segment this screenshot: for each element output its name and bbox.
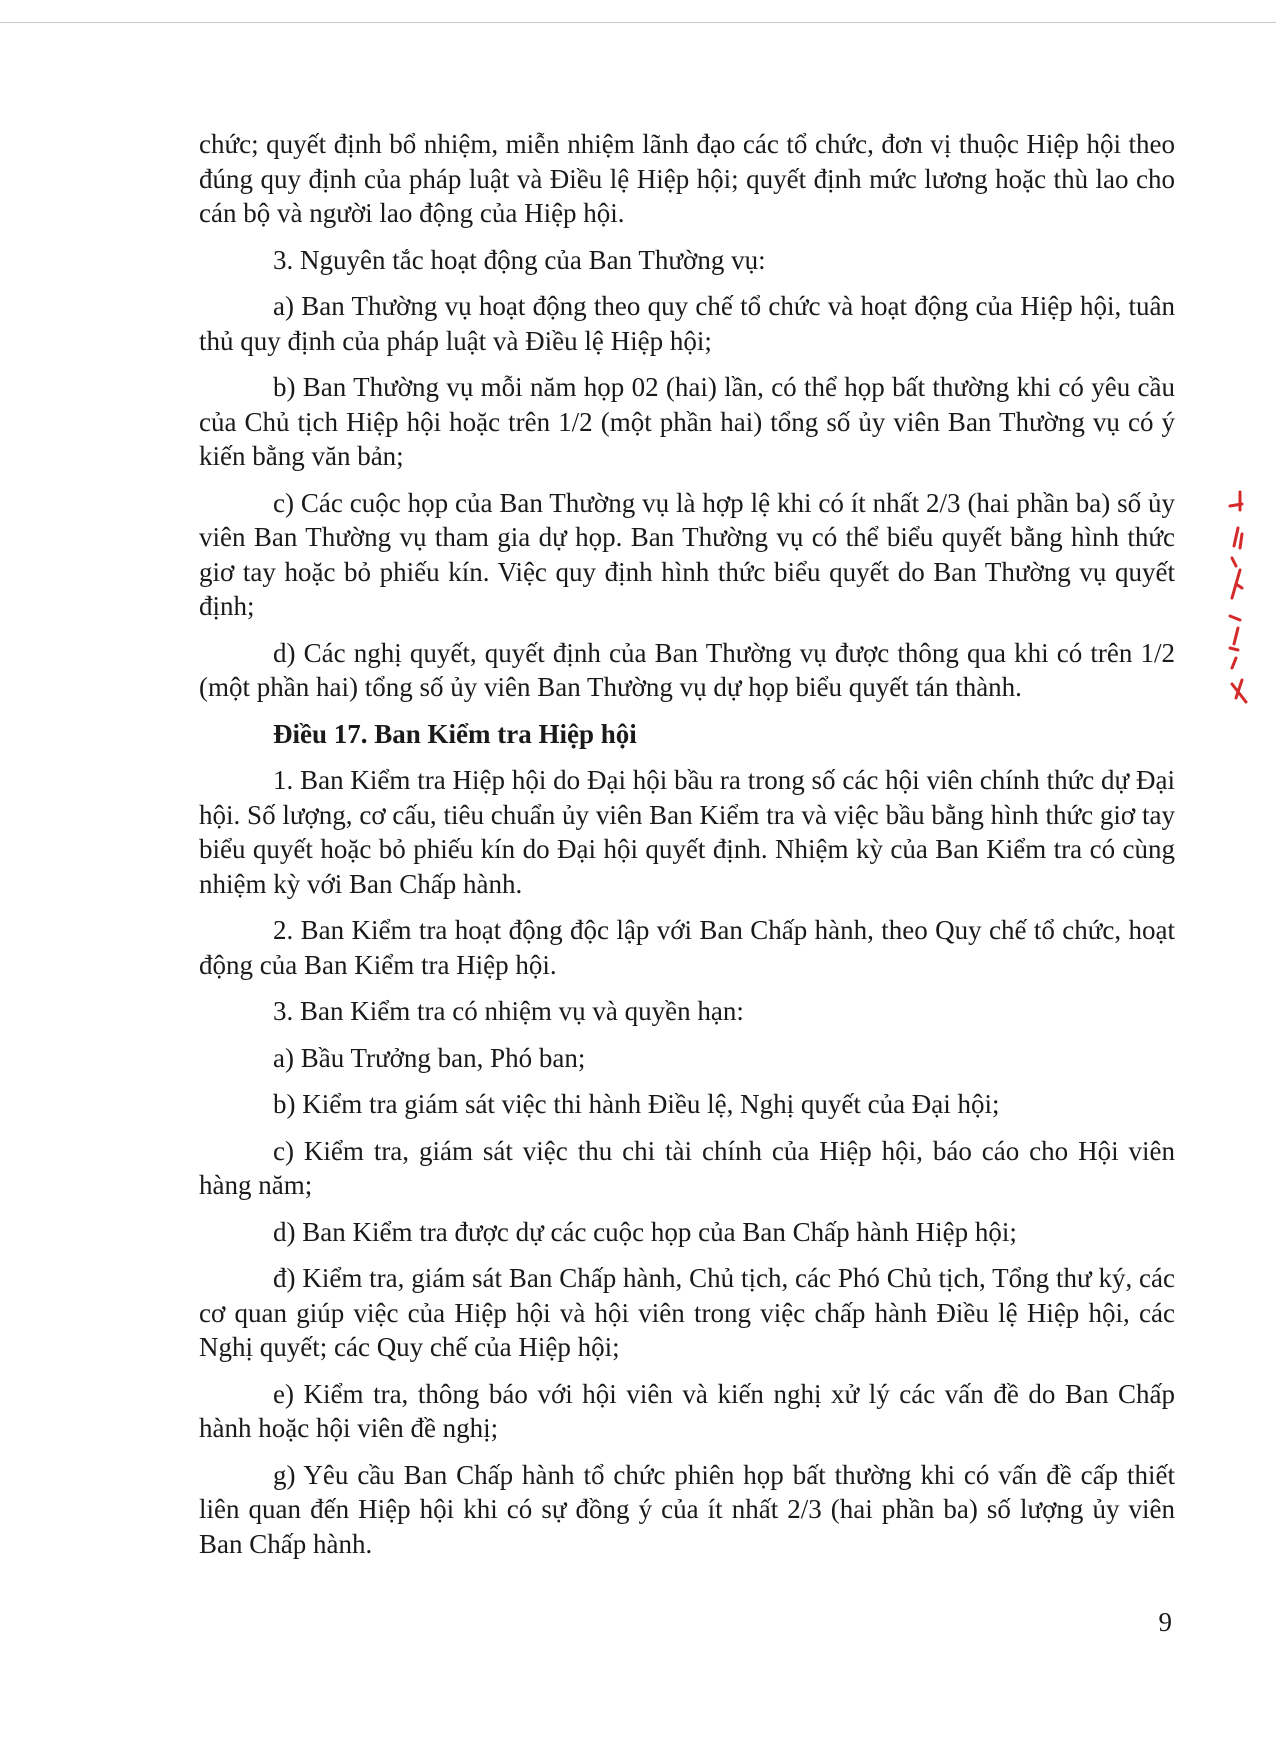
article-17-clause-3a: a) Bầu Trưởng ban, Phó ban; bbox=[273, 1042, 586, 1073]
page-number: 9 bbox=[1158, 1607, 1172, 1637]
clause-3-heading: 3. Nguyên tắc hoạt động của Ban Thường vụ: bbox=[273, 244, 766, 275]
article-17-clause-3c: c) Kiểm tra, giám sát việc thu chi tài chính của Hiệp hội, báo cáo cho Hội viên hàng năm; bbox=[199, 1135, 1175, 1200]
article-17-clause-3d: d) Ban Kiểm tra được dự các cuộc họp của Ban Chấp hành Hiệp hội; bbox=[273, 1216, 1017, 1247]
article-17-clause-3: 3. Ban Kiểm tra có nhiệm vụ và quyền hạn: bbox=[273, 996, 744, 1026]
paragraph-continuation: chức; quyết định bổ nhiệm, miễn nhiệm lãnh đạo các tổ chức, đơn vị thuộc Hiệp hội theo đúng quy định của pháp luật và Điều lệ Hiệp hội; quyết định mức lương hoặc thù lao cho cán bộ và người lao động của Hiệp hội. bbox=[199, 129, 1175, 228]
article-17-clause-3b: b) Kiểm tra giám sát việc thi hành Điều lệ, Nghị quyết của Đại hội; bbox=[273, 1089, 1000, 1119]
page-top-edge bbox=[0, 22, 1276, 23]
article-17-title: Điều 17. Ban Kiểm tra Hiệp hội bbox=[273, 718, 637, 749]
document-page bbox=[199, 127, 1175, 1573]
article-17-clause-3g: g) Yêu cầu Ban Chấp hành tổ chức phiên họp bất thường khi có vấn đề cấp thiết liên quan đến Hiệp hội khi có sự đồng ý của ít nhất 2/3 (hai phần ba) số lượng ủy viên Ban Chấp hành. bbox=[199, 1459, 1175, 1559]
article-17-clause-3e: e) Kiểm tra, thông báo với hội viên và kiến nghị xử lý các vấn đề do Ban Chấp hành hoặc hội viên đề nghị; bbox=[199, 1378, 1175, 1443]
article-17-clause-1: 1. Ban Kiểm tra Hiệp hội do Đại hội bầu ra trong số các hội viên chính thức dự Đại hội. Số lượng, cơ cấu, tiêu chuẩn ủy viên Ban Kiểm tra và việc bầu bằng hình thức giơ tay biểu quyết hoặc bỏ phiếu kín do Đại hội quyết định. Nhiệm kỳ của Ban Kiểm tra có cùng nhiệm kỳ với Ban Chấp hành. bbox=[199, 765, 1175, 899]
clause-3b: b) Ban Thường vụ mỗi năm họp 02 (hai) lần, có thể họp bất thường khi có yêu cầu của Chủ tịch Hiệp hội hoặc trên 1/2 (một phần hai) tổng số ủy viên Ban Thường vụ có ý kiến bằng văn bản; bbox=[199, 372, 1175, 471]
clause-3c: c) Các cuộc họp của Ban Thường vụ là hợp lệ khi có ít nhất 2/3 (hai phần ba) số ủy viên Ban Thường vụ tham gia dự họp. Ban Thường vụ có thể biểu quyết bằng hình thức giơ tay hoặc bỏ phiếu kín. Việc quy định hình thức biểu quyết do Ban Thường vụ quyết định; bbox=[199, 487, 1175, 621]
clause-3a: a) Ban Thường vụ hoạt động theo quy chế tổ chức và hoạt động của Hiệp hội, tuân thủ quy định của pháp luật và Điều lệ Hiệp hội; bbox=[199, 291, 1175, 356]
red-seal-stamp-edge-icon bbox=[1226, 488, 1252, 706]
article-17-clause-2: 2. Ban Kiểm tra hoạt động độc lập với Ban Chấp hành, theo Quy chế tổ chức, hoạt động của Ban Kiểm tra Hiệp hội. bbox=[199, 915, 1175, 980]
article-17-clause-3dd: đ) Kiểm tra, giám sát Ban Chấp hành, Chủ tịch, các Phó Chủ tịch, Tổng thư ký, các cơ quan giúp việc của Hiệp hội và hội viên trong việc chấp hành Điều lệ Hiệp hội, các Nghị quyết; các Quy chế của Hiệp hội; bbox=[199, 1263, 1175, 1362]
clause-3d: d) Các nghị quyết, quyết định của Ban Thường vụ được thông qua khi có trên 1/2 (một phần hai) tổng số ủy viên Ban Thường vụ dự họp biểu quyết tán thành. bbox=[199, 637, 1175, 702]
